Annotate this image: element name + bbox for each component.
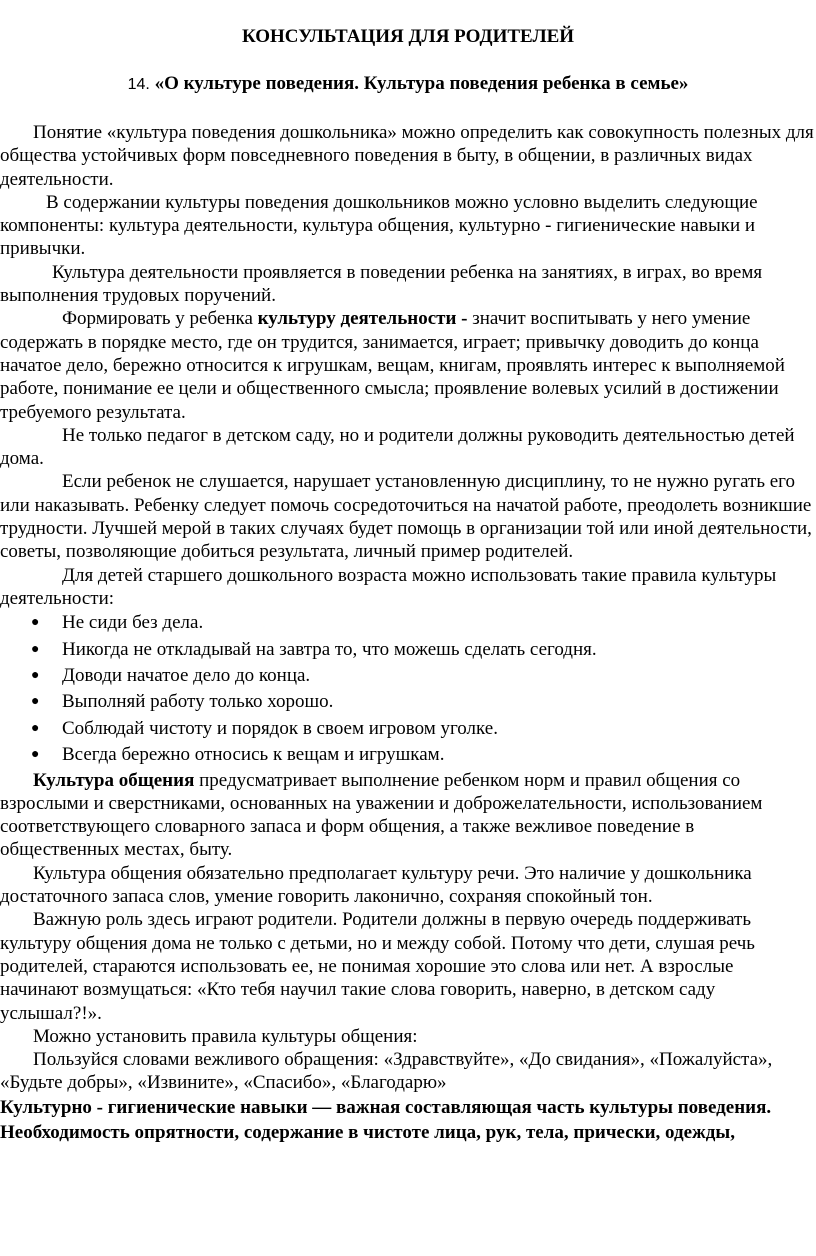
bullet-icon: ● [31, 615, 40, 631]
p4-bold-term: культуру деятельности - [257, 308, 468, 330]
paragraph-neatness: Необходимость опрятности, содержание в чистоте лица, рук, тела, прически, одежды, [0, 1121, 736, 1143]
p13-rest: — важная составляющая часть культуры поведения. [307, 1096, 772, 1118]
subtitle-text: «О культуре поведения. Культура поведения ребенка в семье» [154, 73, 689, 94]
rules-list [0, 610, 816, 768]
p4-rest: значит воспитывать у него умение содержать в порядке место, где он трудится, занимается, играет; привычку доводить до конца начатое дело, бережно относится к игрушкам, вещам, книгам, проявлять интерес к выполняемой работе, понимание ее цели и общественного смысла; проявление волевых усилий в достижении требуемого результата. [0, 308, 785, 423]
p8-rest: предусматривает выполнение ребенком норм и правил общения со взрослыми и сверстниками, основанных на уважении и доброжелательности, использованием соответствующего словарного запаса и форм общения, а также вежливое поведение в общественных местах, быту. [0, 769, 763, 861]
paragraph-discipline: Если ребенок не слушается, нарушает установленную дисциплину, то не нужно ругать его или наказывать. Ребенку следует помочь сосредоточиться на начатой работе, преодолеть возникшие трудности. Лучшей мерой в таких случаях будет помощь в организации той или иной деятельности, советы, позволяющие добиться результата, личный пример родителей. [0, 471, 812, 563]
list-item [0, 637, 816, 663]
list-item [0, 716, 816, 742]
paragraph-forming-activity [0, 307, 816, 423]
paragraph-communication-rules-intro: Можно установить правила культуры общения: [33, 1025, 418, 1047]
list-item [0, 742, 816, 768]
paragraph-components: В содержании культуры поведения дошкольников можно условно выделить следующие компоненты: культура деятельности, культура общения, культурно - гигиенические навыки и привычки. [0, 191, 758, 260]
paragraph-polite-words: Пользуйся словами вежливого обращения: «Здравствуйте», «До свидания», «Пожалуйста», «Будьте добры», «Извините», «Спасибо», «Благодарю» [0, 1049, 773, 1094]
paragraph-rules-intro: Для детей старшего дошкольного возраста можно использовать такие правила культуры деятельности: [0, 564, 777, 609]
subtitle-number: 14. [127, 76, 150, 93]
rule-text: Не сиди без дела. [62, 612, 204, 634]
bullet-icon: ● [31, 641, 40, 657]
rule-text: Всегда бережно относись к вещам и игрушкам. [62, 744, 445, 766]
paragraph-communication-culture [0, 769, 816, 862]
list-item [0, 663, 816, 689]
paragraph-parents-guide: Не только педагог в детском саду, но и родители должны руководить деятельностью детей дома. [0, 424, 795, 470]
document-subtitle [0, 72, 816, 97]
p8-bold-term: Культура общения [33, 769, 195, 791]
bullet-icon: ● [31, 720, 40, 736]
document-title: КОНСУЛЬТАЦИЯ ДЛЯ РОДИТЕЛЕЙ [241, 26, 575, 47]
paragraph-parents-role: Важную роль здесь играют родители. Родители должны в первую очередь поддерживать культуру общения дома не только с детьми, но и между собой. Потому что дети, слушая речь родителей, стараются использовать ее, не понимая хорошие это слова или нет. А взрослые начинают возмущаться: «Кто тебя научил такие слова говорить, наверно, в детском саду услышал?!». [0, 909, 755, 1024]
rule-text: Соблюдай чистоту и порядок в своем игровом уголке. [62, 717, 498, 739]
document-body [0, 121, 816, 1145]
rule-text: Доводи начатое дело до конца. [62, 665, 311, 687]
p4-start: Формировать у ребенка [62, 308, 258, 330]
rule-text: Никогда не откладывай на завтра то, что можешь сделать сегодня. [62, 638, 597, 660]
list-item [0, 610, 816, 636]
rule-text: Выполняй работу только хорошо. [62, 691, 334, 713]
paragraph-definition: Понятие «культура поведения дошкольника» можно определить как совокупность полезных для общества устойчивых форм повседневного поведения в быту, в общении, в различных видах деятельности. [0, 122, 814, 190]
paragraph-hygiene-skills [0, 1095, 816, 1120]
bullet-icon: ● [31, 747, 40, 763]
list-item [0, 689, 816, 715]
bullet-icon: ● [31, 668, 40, 684]
p13-bold-term: Культурно - гигиенические навыки [0, 1096, 308, 1118]
paragraph-activity-culture: Культура деятельности проявляется в поведении ребенка на занятиях, в играх, во время выполнения трудовых поручений. [0, 261, 763, 307]
bullet-icon: ● [31, 694, 40, 710]
paragraph-speech-culture: Культура общения обязательно предполагает культуру речи. Это наличие у дошкольника достаточного запаса слов, умение говорить лаконично, сохраняя спокойный тон. [0, 862, 752, 908]
